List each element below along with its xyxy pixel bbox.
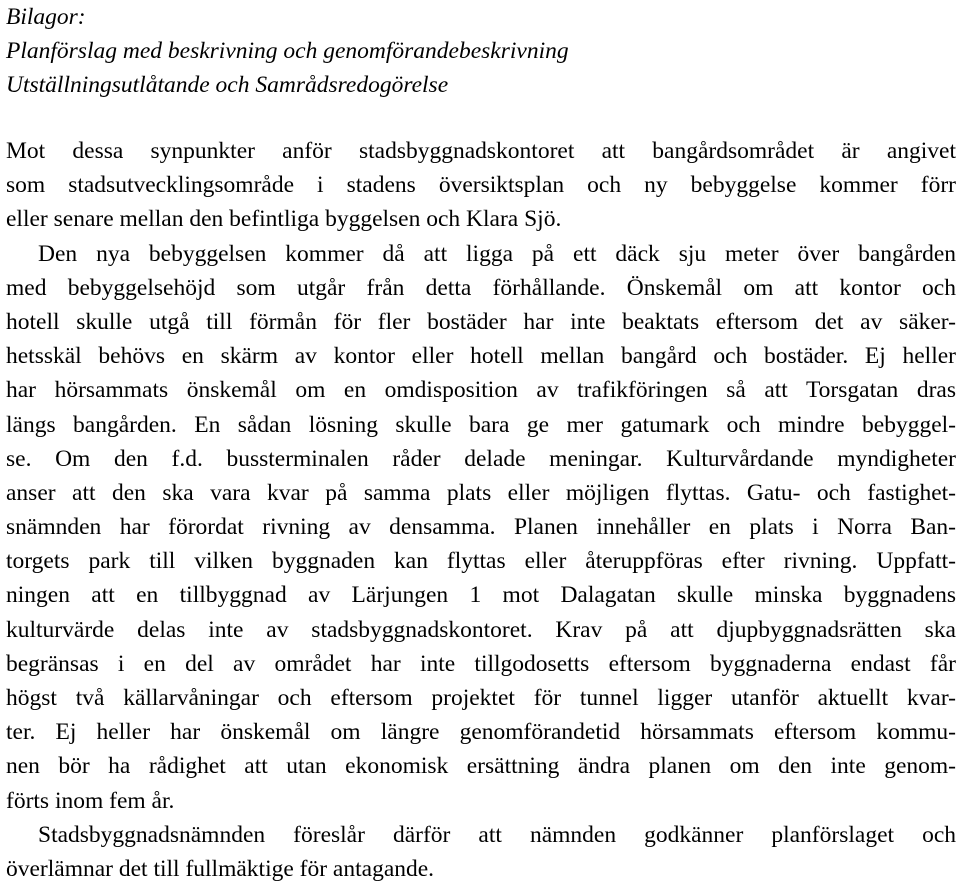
text-line: överlämnar det till fullmäktige för antagande. bbox=[6, 855, 435, 882]
paragraph-3 bbox=[6, 818, 956, 886]
text-line: anser att den ska vara kvar på samma plats eller möjligen flyttas. Gatu- och fastighet- bbox=[6, 479, 956, 506]
paragraph-1 bbox=[6, 134, 956, 237]
body-text bbox=[6, 134, 956, 886]
text-line: nen bör ha rådighet att utan ekonomisk ersättning ändra planen om den inte genom- bbox=[6, 753, 956, 780]
attachment-item: Utställningsutlåtande och Samrådsredogörelse bbox=[6, 72, 449, 99]
text-line: har hörsammats önskemål om en omdisposition av trafikföringen så att Torsgatan dras bbox=[6, 377, 956, 404]
text-line: se. Om den f.d. bussterminalen råder delade meningar. Kulturvårdande myndigheter bbox=[6, 445, 956, 472]
text-line: Stadsbyggnadsnämnden föreslår därför att nämnden godkänner planförslaget och bbox=[38, 821, 956, 848]
attachments-block bbox=[6, 0, 956, 103]
text-line: snämnden har förordat rivning av densamma. Planen innehåller en plats i Norra Ban- bbox=[6, 514, 956, 541]
text-line: högst två källarvåningar och eftersom projektet för tunnel ligger utanför aktuellt kvar- bbox=[6, 685, 956, 711]
text-line: som stadsutvecklingsområde i stadens översiktsplan och ny bebyggelse kommer förr bbox=[6, 172, 956, 199]
document-page bbox=[6, 0, 956, 882]
attachment-item: Planförslag med beskrivning och genomförandebeskrivning bbox=[6, 38, 569, 65]
text-line: hetsskäl behövs en skärm av kontor eller hotell mellan bangård och bostäder. Ej heller bbox=[6, 343, 956, 370]
text-line: med bebyggelsehöjd som utgår från detta förhållande. Önskemål om att kontor och bbox=[6, 274, 956, 301]
paragraph-2 bbox=[6, 237, 956, 818]
text-line: ter. Ej heller har önskemål om längre genomförandetid hörsammats eftersom kommu- bbox=[6, 719, 956, 746]
text-line: ningen att en tillbyggnad av Lärjungen 1 mot Dalagatan skulle minska byggnadens bbox=[6, 582, 956, 609]
text-line: Mot dessa synpunkter anför stadsbyggnadskontoret att bangårdsområdet är angivet bbox=[6, 138, 956, 164]
text-line: eller senare mellan den befintliga byggelsen och Klara Sjö. bbox=[6, 206, 562, 233]
text-line: förts inom fem år. bbox=[6, 787, 175, 814]
text-line: torgets park till vilken byggnaden kan flyttas eller återuppföras efter rivning. Uppfatt- bbox=[6, 548, 956, 575]
text-line: begränsas i en del av området har inte tillgodosetts eftersom byggnaderna endast får bbox=[6, 650, 956, 677]
text-line: Den nya bebyggelsen kommer då att ligga på ett däck sju meter över bangården bbox=[38, 240, 956, 267]
text-line: längs bangården. En sådan lösning skulle bara ge mer gatumark och mindre bebyggel- bbox=[6, 411, 956, 438]
text-line: kulturvärde delas inte av stadsbyggnadskontoret. Krav på att djupbyggnadsrätten ska bbox=[6, 616, 956, 643]
text-line: hotell skulle utgå till förmån för fler bostäder har inte beaktats eftersom det av säker- bbox=[6, 308, 956, 335]
attachments-title: Bilagor: bbox=[6, 4, 86, 30]
